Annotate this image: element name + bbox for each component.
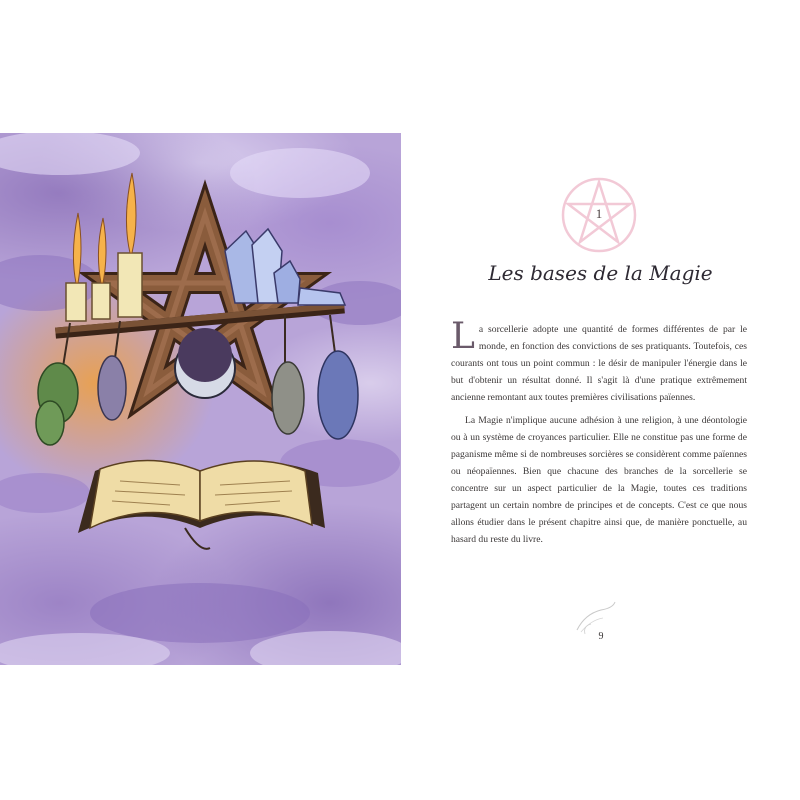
- text-page: [401, 133, 800, 665]
- chapter-illustration: [0, 133, 401, 665]
- paragraph-1-text: a sorcellerie adopte une quantité de formes différentes de par le monde, en fonction des convictions de ses pratiquants. Toutefois, ces courants ont tous un point commun : le désir de manipuler l'énergie dans le but d'obtenir un résultat donné. Il s'agit là d'une pratique extrêmement ancienne remontant aux toutes premières civilisations païennes.: [451, 324, 747, 403]
- body-text: [451, 316, 747, 554]
- open-book-icon: [78, 460, 325, 548]
- candle-icon: [66, 173, 142, 321]
- drop-cap: L: [451, 316, 475, 357]
- crescent-moon-icon: [175, 328, 235, 398]
- crystal-icon: [225, 229, 345, 305]
- chapter-number: 1: [595, 206, 603, 221]
- paragraph-1: [451, 316, 747, 406]
- paragraph-2: La Magie n'implique aucune adhésion à une religion, à une déontologie ou à un système de croyances particulier. Elle ne constitue pas une forme de paganisme même si de nombreuses sorcières se considèrent comme païennes ou néopaïennes. Bien que chacune des branches de la sorcellerie se concentre sur un aspect particulier de la Magie, toutes ces traditions partagent un certain nombre de principes et de concepts. C'est ce que nous allons étudier dans le présent chapitre ainsi que, de manière ponctuelle, au hasard du reste du livre.: [451, 415, 747, 545]
- chapter-title: Les bases de la Magie: [488, 261, 713, 285]
- page-number: 9: [598, 631, 604, 642]
